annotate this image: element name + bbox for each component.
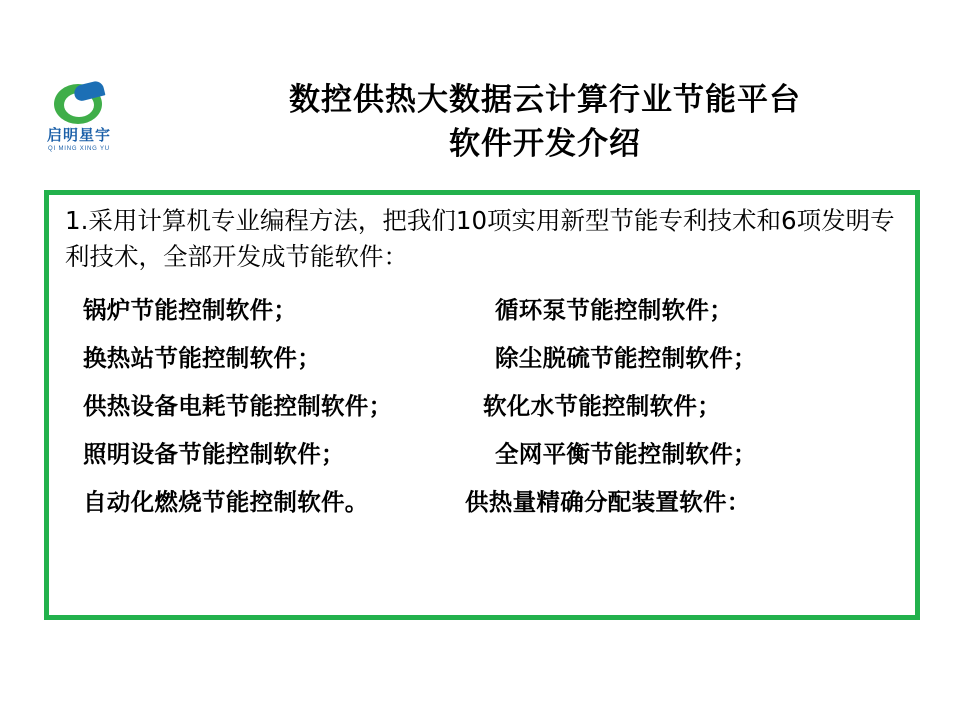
list-item (65, 483, 910, 531)
software-name: 自动化燃烧节能控制软件。 (83, 488, 369, 516)
company-logo (24, 82, 134, 154)
page-title (150, 78, 940, 166)
list-item (65, 435, 910, 483)
swoosh-logo-icon (48, 82, 110, 126)
software-name: 除尘脱硫节能控制软件； (495, 344, 757, 372)
page-title-line2: 软件开发介绍 (449, 126, 641, 163)
software-name: 照明设备节能控制软件； (83, 440, 345, 468)
logo-company-name: 启明星宇 (46, 126, 111, 144)
logo-company-pinyin: QI MING XING YU (48, 145, 110, 152)
software-name: 软化水节能控制软件； (483, 392, 721, 420)
software-name: 锅炉节能控制软件； (83, 296, 298, 324)
software-name: 供热设备电耗节能控制软件； (83, 392, 393, 420)
software-list (65, 291, 910, 531)
list-item (65, 387, 910, 435)
list-item (65, 339, 910, 387)
software-name: 全网平衡节能控制软件； (495, 440, 757, 468)
list-item (65, 291, 910, 339)
software-name: 供热量精确分配装置软件： (465, 488, 751, 516)
page-title-line1: 数控供热大数据云计算行业节能平台 (289, 82, 801, 118)
software-name: 换热站节能控制软件； (83, 344, 321, 372)
content-box (44, 190, 920, 620)
software-name: 循环泵节能控制软件； (495, 296, 733, 324)
intro-paragraph: 1.采用计算机专业编程方法，把我们10项实用新型节能专利技术和6项发明专利技术，全部开发成节能软件： (65, 206, 895, 271)
